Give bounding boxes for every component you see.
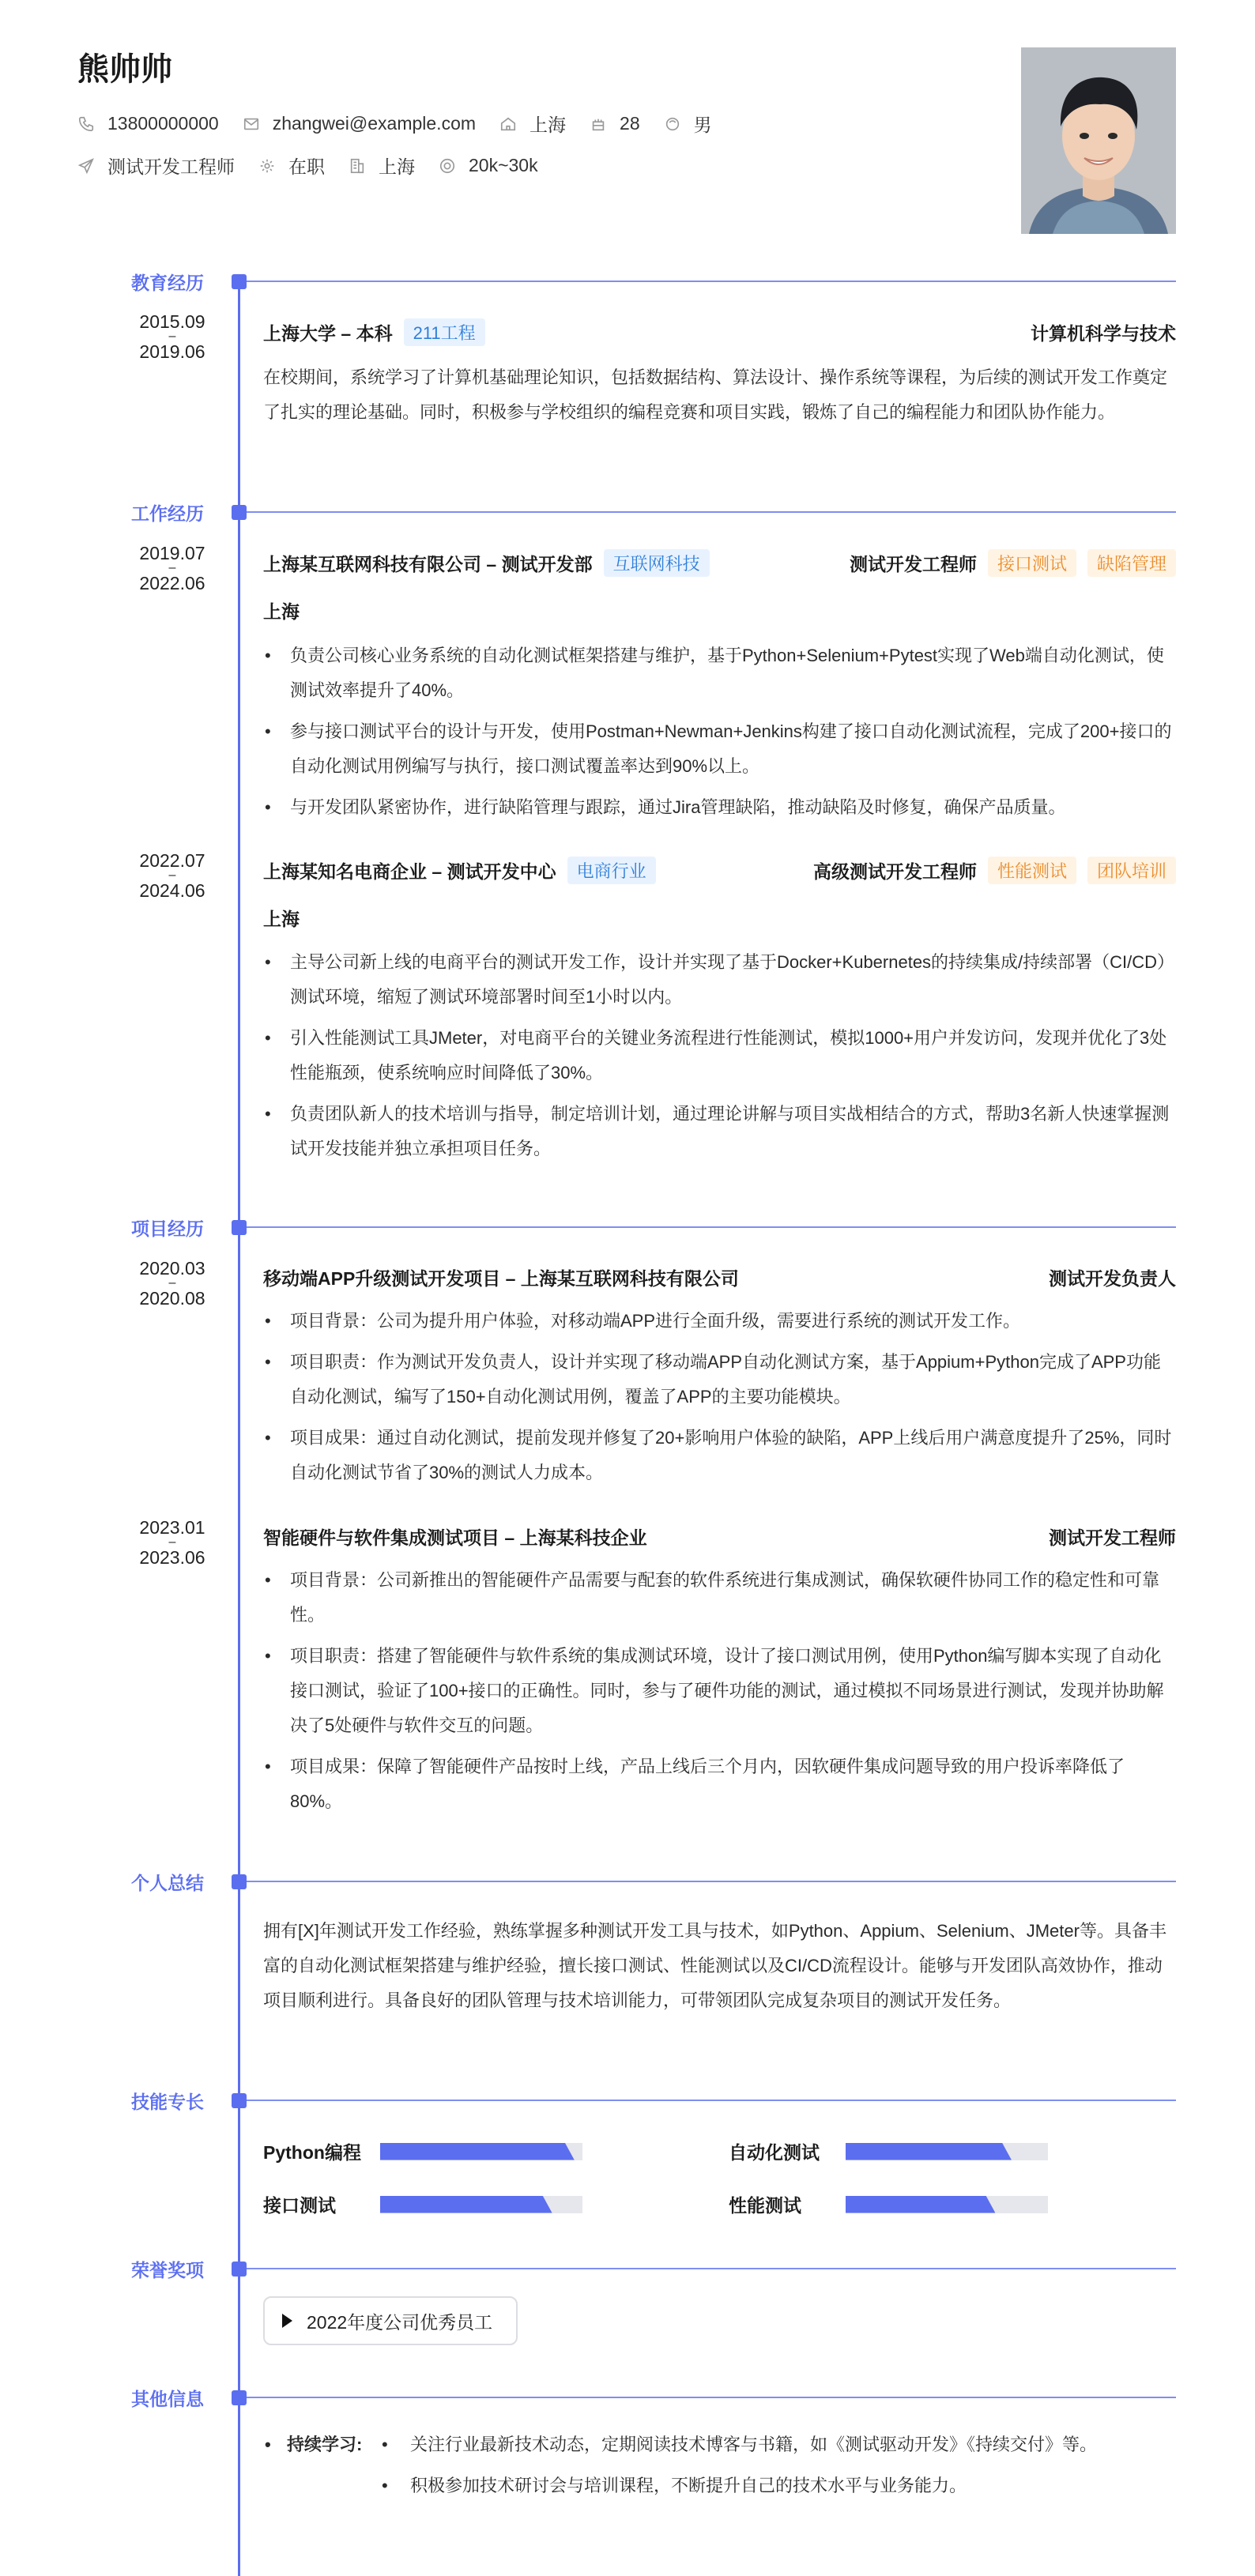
work-2-date [133, 851, 212, 900]
section-rule [247, 2268, 1176, 2269]
section-marker [232, 505, 247, 520]
section-marker [232, 2093, 247, 2108]
list-item: • 项目成果：保障了智能硬件产品按时上线，产品上线后三个月内，因软硬件集成问题导致的用户投诉率降低了80%。 [263, 1749, 1176, 1819]
section-marker [232, 1220, 247, 1235]
other-list [382, 2427, 1097, 2510]
work-1-date [133, 544, 212, 593]
list-item: • 负责公司核心业务系统的自动化测试框架搭建与维护，基于Python+Selenium+Pytest实现了Web端自动化测试，使测试效率提升了40%。 [263, 638, 1176, 708]
education-date [133, 312, 212, 361]
skill-tag: 接口测试 [988, 549, 1076, 577]
industry-tag: 电商行业 [567, 857, 656, 884]
date-start: 2015.09 [139, 311, 205, 332]
work-2-bullets [263, 945, 1176, 1173]
job-title-item [77, 153, 235, 179]
list-item: • 主导公司新上线的电商平台的测试开发工作，设计并实现了基于Docker+Kubernetes的持续集成/持续部署（CI/CD）测试环境，缩短了测试环境部署时间至1小时以内。 [263, 945, 1176, 1015]
status-icon [258, 157, 276, 175]
job-row [77, 153, 562, 179]
skill-python [263, 2138, 582, 2164]
section-rule [247, 511, 1176, 513]
major-text: 计算机科学与技术 [1031, 323, 1176, 344]
skill-tag: 缺陷管理 [1087, 549, 1176, 577]
skill-automation [729, 2138, 1048, 2164]
skill-bar [380, 2196, 582, 2213]
project-1-date [133, 1259, 212, 1308]
honor-badge[interactable] [263, 2296, 518, 2345]
date-separator: – [168, 1535, 176, 1549]
building-icon [349, 157, 366, 175]
list-item: • 与开发团队紧密协作，进行缺陷管理与跟踪，通过Jira管理缺陷，推动缺陷及时修复，确保产品质量。 [263, 790, 1176, 825]
work-2-location: 上海 [263, 909, 300, 929]
project-role [1049, 1523, 1176, 1550]
skill-bar-fill [380, 2196, 552, 2213]
list-item: • 项目职责：作为测试开发负责人，设计并实现了移动端APP自动化测试方案，基于Appium+Python完成了APP功能自动化测试，编写了150+自动化测试用例，覆盖了APP的主要功能模块。 [263, 1345, 1176, 1414]
section-marker [232, 2390, 247, 2405]
skill-api-testing [263, 2191, 582, 2217]
list-item: • 关注行业最新技术动态，定期阅读技术博客与书籍，如《测试驱动开发》《持续交付》等。 [382, 2427, 1097, 2462]
list-item: • 项目背景：公司新推出的智能硬件产品需要与配套的软件系统进行集成测试，确保软硬件协同工作的稳定性和可靠性。 [263, 1563, 1176, 1633]
work-city-item [349, 153, 415, 179]
avatar-photo [1021, 47, 1176, 234]
gender-icon [664, 115, 681, 133]
date-start: 2020.03 [139, 1258, 205, 1279]
skill-bar-fill [846, 2196, 995, 2213]
project-name: 移动端APP升级测试开发项目 – 上海某互联网科技有限公司 [263, 1268, 739, 1289]
timeline-line [238, 281, 240, 2576]
date-start: 2022.07 [139, 850, 205, 871]
section-rule [247, 2100, 1176, 2101]
education-header [263, 318, 1176, 346]
skill-bar-fill [380, 2143, 575, 2160]
date-separator: – [168, 561, 176, 574]
project-role-text: 测试开发负责人 [1049, 1268, 1176, 1289]
skill-label: 性能测试 [729, 2195, 801, 2216]
date-end: 2024.06 [139, 880, 205, 901]
education-description: 在校期间，系统学习了计算机基础理论知识，包括数据结构、算法设计、操作系统等课程，为后续的测试开发工作奠定了扎实的理论基础。同时，积极参与学校组织的编程竞赛和项目实践，锻炼了自己的编程能力和团队协作能力。 [263, 367, 1168, 422]
list-item: • 负责团队新人的技术培训与指导，制定培训计划，通过理论讲解与项目实战相结合的方式，帮助3名新人快速掌握测试开发技能并独立承担项目任务。 [263, 1097, 1176, 1166]
work-1-bullets [263, 638, 1176, 831]
play-icon [282, 2314, 292, 2328]
skill-tag: 性能测试 [988, 857, 1076, 884]
coin-icon [439, 157, 456, 175]
company-name: 上海某互联网科技有限公司 – 测试开发部 [263, 554, 593, 574]
home-icon [499, 115, 517, 133]
list-item: • 引入性能测试工具JMeter，对电商平台的关键业务流程进行性能测试，模拟1000+用户并发访问，发现并优化了3处性能瓶颈，使系统响应时间降低了30%。 [263, 1021, 1176, 1090]
city-text: 上海 [530, 115, 567, 135]
skill-label: 接口测试 [263, 2195, 336, 2216]
date-separator: – [168, 868, 176, 882]
school-tag: 211工程 [404, 318, 485, 346]
skill-bar [380, 2143, 582, 2160]
section-marker [232, 1874, 247, 1889]
project-1-bullets [263, 1304, 1176, 1497]
phone-text: 13800000000 [107, 113, 219, 134]
company-name: 上海某知名电商企业 – 测试开发中心 [263, 861, 556, 882]
section-rule [247, 2397, 1176, 2398]
skill-label: Python编程 [263, 2142, 361, 2163]
summary-text: 拥有[X]年测试开发工作经验，熟练掌握多种测试开发工具与技术，如Python、Appium、Selenium、JMeter等。具备丰富的自动化测试框架搭建与维护经验，擅长接口测试、性能测试以及CI/CD流程设计。能够与开发团队高效协作，推动项目顺利进行。具备良好的团队管理与技术培训能力，可带领团队完成复杂项目的测试开发任务。 [263, 1921, 1166, 2010]
gender-item [664, 111, 712, 137]
age-item [590, 113, 640, 134]
section-title-summary: 个人总结 [131, 1873, 204, 1893]
status-item [258, 153, 325, 179]
list-item: • 参与接口测试平台的设计与开发，使用Postman+Newman+Jenkins构建了接口自动化测试流程，完成了200+接口的自动化测试用例编写与执行，接口测试覆盖率达到90%以上。 [263, 714, 1176, 784]
project-name: 智能硬件与软件集成测试项目 – 上海某科技企业 [263, 1527, 647, 1548]
major [1031, 319, 1176, 345]
send-icon [77, 157, 95, 175]
date-separator: – [168, 330, 176, 343]
salary-text: 20k~30k [469, 155, 538, 175]
school-name: 上海大学 – 本科 [263, 323, 393, 344]
project-2-header [263, 1523, 1176, 1550]
avatar-illustration [1021, 47, 1176, 234]
date-start: 2023.01 [139, 1517, 205, 1538]
project-2-date [133, 1518, 212, 1567]
status-text: 在职 [288, 156, 325, 177]
section-title-education: 教育经历 [131, 273, 204, 293]
list-item: • 项目背景：公司为提升用户体验，对移动端APP进行全面升级，需要进行系统的测试开发工作。 [263, 1304, 1176, 1339]
section-title-skills: 技能专长 [131, 2092, 204, 2112]
project-2-bullets [263, 1563, 1176, 1825]
city-item [499, 111, 566, 137]
job-title-text: 测试开发工程师 [107, 156, 235, 177]
work-2-header [263, 857, 1176, 884]
date-start: 2019.07 [139, 543, 205, 563]
skill-bar-fill [846, 2143, 1012, 2160]
skill-performance [729, 2191, 1048, 2217]
section-rule [247, 281, 1176, 282]
age-text: 28 [620, 113, 640, 134]
mail-icon [243, 115, 260, 133]
section-title-work: 工作经历 [131, 503, 204, 524]
skill-bar [846, 2196, 1048, 2213]
skill-label: 自动化测试 [729, 2142, 820, 2163]
date-separator: – [168, 1276, 176, 1290]
work-1-header [263, 549, 1176, 577]
gender-text: 男 [693, 115, 712, 135]
section-marker [232, 2262, 247, 2277]
age-icon [590, 115, 607, 133]
date-end: 2023.06 [139, 1547, 205, 1568]
role-title: 高级测试开发工程师 [812, 861, 977, 882]
section-title-other: 其他信息 [131, 2389, 204, 2409]
section-rule [247, 1226, 1176, 1228]
skill-bar [846, 2143, 1048, 2160]
section-marker [232, 274, 247, 289]
list-item: • 项目职责：搭建了智能硬件与软件系统的集成测试环境，设计了接口测试用例，使用Python编写脚本实现了自动化接口测试，验证了100+接口的正确性。同时，参与了硬件功能的测试，通过模拟不同场景进行测试，发现并协助解决了5处硬件与软件交互的问题。 [263, 1639, 1176, 1743]
phone-item [77, 113, 219, 134]
work-1-location: 上海 [263, 601, 300, 622]
industry-tag: 互联网科技 [604, 549, 710, 577]
role-group [813, 857, 1176, 884]
phone-icon [77, 115, 95, 133]
role-title: 测试开发工程师 [849, 554, 977, 574]
section-rule [247, 1881, 1176, 1882]
project-role [1049, 1264, 1176, 1290]
list-item: • 积极参加技术研讨会与培训课程，不断提升自己的技术水平与业务能力。 [382, 2469, 1097, 2503]
project-role-text: 测试开发工程师 [1049, 1527, 1176, 1548]
contact-row [77, 111, 736, 137]
work-city-text: 上海 [379, 156, 415, 177]
candidate-name: 熊帅帅 [77, 52, 172, 87]
salary-item [439, 155, 538, 176]
date-end: 2020.08 [139, 1288, 205, 1309]
honor-text: 2022年度公司优秀员工 [307, 2311, 493, 2333]
date-end: 2019.06 [139, 341, 205, 362]
project-1-header [263, 1264, 1176, 1290]
role-group [850, 549, 1176, 577]
date-end: 2022.06 [139, 573, 205, 593]
section-title-honors: 荣誉奖项 [131, 2260, 204, 2280]
list-item: • 项目成果：通过自动化测试，提前发现并修复了20+影响用户体验的缺陷，APP上线后用户满意度提升了25%，同时自动化测试节省了30%的测试人力成本。 [263, 1421, 1176, 1490]
email-text: zhangwei@example.com [272, 113, 477, 134]
email-item [243, 113, 476, 134]
other-label: • 持续学习: [263, 2427, 362, 2462]
section-title-projects: 项目经历 [131, 1218, 204, 1239]
skill-tag: 团队培训 [1087, 857, 1176, 884]
